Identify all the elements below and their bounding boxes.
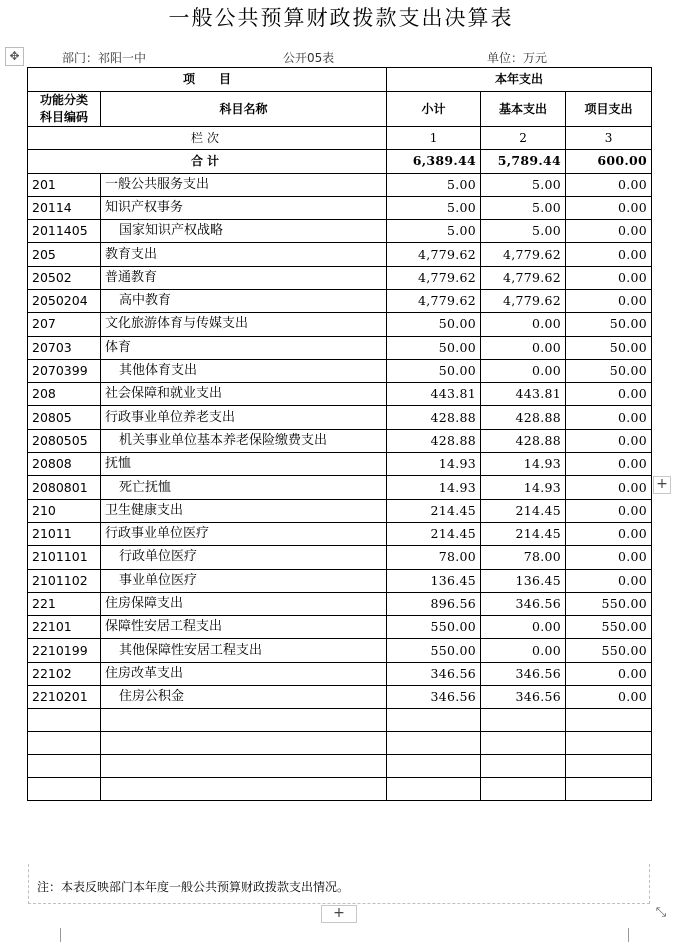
row-basic: 0.00 xyxy=(481,639,566,662)
empty-cell xyxy=(101,732,387,755)
empty-cell xyxy=(28,755,101,778)
row-basic: 0.00 xyxy=(481,359,566,382)
row-name: 行政事业单位养老支出 xyxy=(101,406,387,429)
row-subtotal: 550.00 xyxy=(387,639,481,662)
header-code xyxy=(28,91,101,126)
table-row xyxy=(28,243,652,266)
row-name: 知识产权事务 xyxy=(101,196,387,219)
row-subtotal: 346.56 xyxy=(387,662,481,685)
row-code: 210 xyxy=(28,499,101,522)
row-name: 高中教育 xyxy=(101,289,387,312)
row-subtotal: 5.00 xyxy=(387,173,481,196)
empty-cell xyxy=(566,778,652,801)
row-project: 0.00 xyxy=(566,499,652,522)
row-basic: 4,779.62 xyxy=(481,289,566,312)
empty-row xyxy=(28,755,652,778)
row-subtotal: 14.93 xyxy=(387,453,481,476)
row-project: 0.00 xyxy=(566,476,652,499)
row-basic: 0.00 xyxy=(481,336,566,359)
row-subtotal: 896.56 xyxy=(387,592,481,615)
row-subtotal: 4,779.62 xyxy=(387,243,481,266)
row-subtotal: 443.81 xyxy=(387,383,481,406)
empty-cell xyxy=(28,709,101,732)
empty-cell xyxy=(481,709,566,732)
table-row xyxy=(28,616,652,639)
row-name: 社会保障和就业支出 xyxy=(101,383,387,406)
row-code: 208 xyxy=(28,383,101,406)
row-basic: 346.56 xyxy=(481,662,566,685)
row-project: 0.00 xyxy=(566,173,652,196)
row-name: 死亡抚恤 xyxy=(101,476,387,499)
row-name: 行政单位医疗 xyxy=(101,546,387,569)
department-label: 部门：祁阳一中 xyxy=(62,51,147,65)
row-code: 2210201 xyxy=(28,686,101,709)
row-basic: 428.88 xyxy=(481,429,566,452)
table-row xyxy=(28,289,652,312)
table-row xyxy=(28,639,652,662)
row-basic: 5.00 xyxy=(481,196,566,219)
header-project: 项目支出 xyxy=(566,91,652,126)
row-code: 22101 xyxy=(28,616,101,639)
row-subtotal: 4,779.62 xyxy=(387,266,481,289)
table-row xyxy=(28,453,652,476)
row-subtotal: 50.00 xyxy=(387,313,481,336)
row-subtotal: 550.00 xyxy=(387,616,481,639)
row-name: 行政事业单位医疗 xyxy=(101,522,387,545)
total-label: 合计 xyxy=(28,150,387,174)
row-project: 0.00 xyxy=(566,289,652,312)
table-row xyxy=(28,429,652,452)
empty-row xyxy=(28,732,652,755)
empty-row xyxy=(28,709,652,732)
empty-cell xyxy=(28,778,101,801)
row-subtotal: 14.93 xyxy=(387,476,481,499)
row-code: 2210199 xyxy=(28,639,101,662)
page-title: 一般公共预算财政拨款支出决算表 xyxy=(168,6,514,30)
empty-cell xyxy=(481,732,566,755)
add-row-button[interactable]: + xyxy=(321,905,357,923)
empty-cell xyxy=(28,732,101,755)
row-code: 20114 xyxy=(28,196,101,219)
resize-icon[interactable]: ⤡ xyxy=(655,905,667,920)
empty-cell xyxy=(566,732,652,755)
table-row xyxy=(28,476,652,499)
row-project: 0.00 xyxy=(566,522,652,545)
row-subtotal: 136.45 xyxy=(387,569,481,592)
row-name: 其他体育支出 xyxy=(101,359,387,382)
add-column-button[interactable]: + xyxy=(653,476,671,494)
row-project: 0.00 xyxy=(566,569,652,592)
empty-cell xyxy=(101,709,387,732)
empty-cell xyxy=(481,778,566,801)
empty-cell xyxy=(387,755,481,778)
row-code: 21011 xyxy=(28,522,101,545)
table-row xyxy=(28,173,652,196)
row-subtotal: 5.00 xyxy=(387,196,481,219)
row-subtotal: 5.00 xyxy=(387,220,481,243)
row-basic: 443.81 xyxy=(481,383,566,406)
row-project: 50.00 xyxy=(566,359,652,382)
row-code: 20502 xyxy=(28,266,101,289)
row-project: 50.00 xyxy=(566,313,652,336)
table-row xyxy=(28,569,652,592)
row-code: 2101101 xyxy=(28,546,101,569)
row-project: 0.00 xyxy=(566,429,652,452)
row-name: 体育 xyxy=(101,336,387,359)
row-code: 22102 xyxy=(28,662,101,685)
row-basic: 14.93 xyxy=(481,453,566,476)
table-row xyxy=(28,662,652,685)
row-basic: 346.56 xyxy=(481,592,566,615)
row-basic: 78.00 xyxy=(481,546,566,569)
row-subtotal: 346.56 xyxy=(387,686,481,709)
row-code: 221 xyxy=(28,592,101,615)
index-c1: 1 xyxy=(387,126,481,150)
header-row-top xyxy=(28,68,652,92)
row-name: 普通教育 xyxy=(101,266,387,289)
empty-row xyxy=(28,778,652,801)
total-subtotal: 6,389.44 xyxy=(387,150,481,174)
table-note: 注：本表反映部门本年度一般公共预算财政拨款支出情况。 xyxy=(28,864,650,904)
row-code: 207 xyxy=(28,313,101,336)
row-name: 住房公积金 xyxy=(101,686,387,709)
row-name: 事业单位医疗 xyxy=(101,569,387,592)
row-code: 205 xyxy=(28,243,101,266)
index-row xyxy=(28,126,652,150)
header-basic: 基本支出 xyxy=(481,91,566,126)
row-subtotal: 428.88 xyxy=(387,406,481,429)
row-project: 550.00 xyxy=(566,616,652,639)
table-row xyxy=(28,313,652,336)
row-basic: 14.93 xyxy=(481,476,566,499)
row-project: 0.00 xyxy=(566,453,652,476)
form-number-label: 公开05表 xyxy=(283,51,335,65)
crop-mark-bottom-left xyxy=(50,928,61,942)
row-project: 0.00 xyxy=(566,546,652,569)
row-basic: 346.56 xyxy=(481,686,566,709)
row-project: 0.00 xyxy=(566,383,652,406)
row-code: 2050204 xyxy=(28,289,101,312)
row-project: 50.00 xyxy=(566,336,652,359)
row-basic: 5.00 xyxy=(481,173,566,196)
header-item: 项 目 xyxy=(28,68,387,92)
row-code: 20808 xyxy=(28,453,101,476)
row-basic: 214.45 xyxy=(481,522,566,545)
row-code: 20703 xyxy=(28,336,101,359)
row-project: 0.00 xyxy=(566,686,652,709)
table-row xyxy=(28,266,652,289)
row-project: 0.00 xyxy=(566,662,652,685)
header-subtotal: 小计 xyxy=(387,91,481,126)
empty-cell xyxy=(101,778,387,801)
row-basic: 4,779.62 xyxy=(481,266,566,289)
row-name: 抚恤 xyxy=(101,453,387,476)
index-c3: 3 xyxy=(566,126,652,150)
row-project: 0.00 xyxy=(566,196,652,219)
row-project: 0.00 xyxy=(566,406,652,429)
table-row xyxy=(28,522,652,545)
row-name: 教育支出 xyxy=(101,243,387,266)
table-row xyxy=(28,359,652,382)
row-name: 保障性安居工程支出 xyxy=(101,616,387,639)
row-basic: 136.45 xyxy=(481,569,566,592)
header-subject-name: 科目名称 xyxy=(101,91,387,126)
row-project: 0.00 xyxy=(566,243,652,266)
header-code-line1: 功能分类 xyxy=(39,92,88,107)
unit-label: 单位：万元 xyxy=(487,51,548,65)
row-name: 机关事业单位基本养老保险缴费支出 xyxy=(101,429,387,452)
row-name: 一般公共服务支出 xyxy=(101,173,387,196)
row-basic: 214.45 xyxy=(481,499,566,522)
expenditure-table xyxy=(27,67,652,801)
table-row xyxy=(28,592,652,615)
table-row xyxy=(28,383,652,406)
total-row xyxy=(28,150,652,174)
total-basic: 5,789.44 xyxy=(481,150,566,174)
row-name: 卫生健康支出 xyxy=(101,499,387,522)
row-code: 2101102 xyxy=(28,569,101,592)
crop-mark-bottom-right xyxy=(628,928,639,942)
row-subtotal: 50.00 xyxy=(387,336,481,359)
row-code: 2011405 xyxy=(28,220,101,243)
table-move-icon[interactable]: ✥ xyxy=(5,47,24,66)
row-subtotal: 50.00 xyxy=(387,359,481,382)
row-subtotal: 428.88 xyxy=(387,429,481,452)
row-name: 国家知识产权战略 xyxy=(101,220,387,243)
table-row xyxy=(28,546,652,569)
row-basic: 0.00 xyxy=(481,313,566,336)
row-subtotal: 4,779.62 xyxy=(387,289,481,312)
row-basic: 0.00 xyxy=(481,616,566,639)
table-row xyxy=(28,336,652,359)
row-basic: 4,779.62 xyxy=(481,243,566,266)
empty-cell xyxy=(566,709,652,732)
row-project: 550.00 xyxy=(566,592,652,615)
header-code-line2: 科目编码 xyxy=(39,109,88,124)
total-project: 600.00 xyxy=(566,150,652,174)
row-basic: 5.00 xyxy=(481,220,566,243)
empty-cell xyxy=(387,778,481,801)
row-name: 其他保障性安居工程支出 xyxy=(101,639,387,662)
table-row xyxy=(28,220,652,243)
empty-cell xyxy=(566,755,652,778)
index-label: 栏次 xyxy=(28,126,387,150)
row-project: 0.00 xyxy=(566,220,652,243)
row-subtotal: 214.45 xyxy=(387,499,481,522)
row-subtotal: 78.00 xyxy=(387,546,481,569)
row-project: 550.00 xyxy=(566,639,652,662)
row-name: 文化旅游体育与传媒支出 xyxy=(101,313,387,336)
row-name: 住房保障支出 xyxy=(101,592,387,615)
table-row xyxy=(28,196,652,219)
empty-cell xyxy=(101,755,387,778)
row-code: 201 xyxy=(28,173,101,196)
row-name: 住房改革支出 xyxy=(101,662,387,685)
row-code: 20805 xyxy=(28,406,101,429)
header-row-sub xyxy=(28,91,652,126)
table-row xyxy=(28,686,652,709)
row-code: 2070399 xyxy=(28,359,101,382)
row-project: 0.00 xyxy=(566,266,652,289)
row-subtotal: 214.45 xyxy=(387,522,481,545)
row-basic: 428.88 xyxy=(481,406,566,429)
header-current-year: 本年支出 xyxy=(387,68,652,92)
index-c2: 2 xyxy=(481,126,566,150)
row-code: 2080505 xyxy=(28,429,101,452)
empty-cell xyxy=(481,755,566,778)
empty-cell xyxy=(387,732,481,755)
table-row xyxy=(28,499,652,522)
empty-cell xyxy=(387,709,481,732)
table-row xyxy=(28,406,652,429)
row-code: 2080801 xyxy=(28,476,101,499)
